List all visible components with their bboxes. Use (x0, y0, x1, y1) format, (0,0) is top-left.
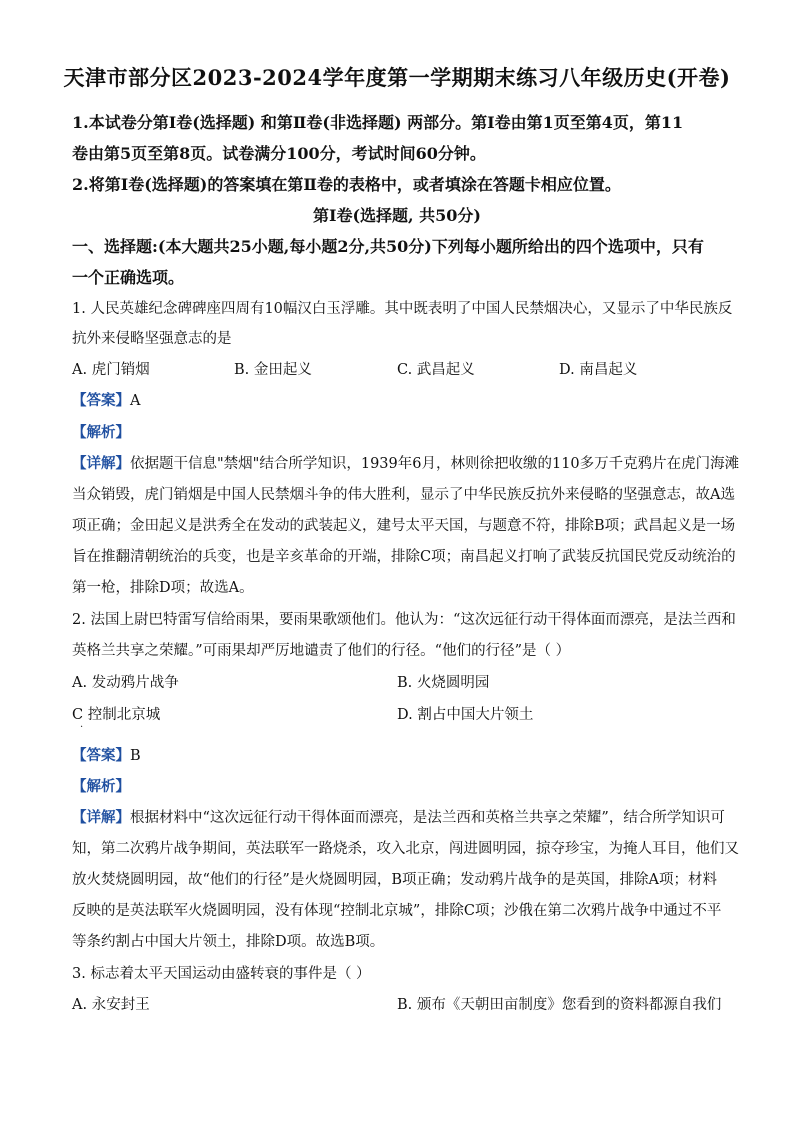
instruction-line: 卷由第5页至第8页。试卷满分100分，考试时间60分钟。 (72, 144, 486, 163)
question-stem: 2. 法国上尉巴特雷写信给雨果，要雨果歌颂他们。他认为：“这次远征行动干得体面而漂亮，是法兰西和 (72, 612, 736, 628)
detail-line: 反映的是英法联军火烧圆明园，没有体现“控制北京城”，排除C项；沙俄在第二次鸦片战争中通过不平 (72, 903, 722, 919)
question-stem: 1. 人民英雄纪念碑碑座四周有10幅汉白玉浮雕。其中既表明了中国人民禁烟决心，又显示了中华民族反 (72, 301, 733, 317)
option-c: C 控制北京城 (72, 707, 161, 723)
stray-dot: · (80, 722, 84, 733)
option-a: A. 虎门销烟 (72, 362, 150, 378)
option-d: D. 南昌起义 (559, 362, 638, 378)
answer-value: A (130, 393, 141, 409)
detail-line: 旨在推翻清朝统治的兵变，也是辛亥革命的开端，排除C项；南昌起义打响了武装反抗国民党反动统治的 (72, 549, 736, 565)
detail-line: 项正确；金田起义是洪秀全在发动的武装起义，建号太平天国，与题意不符，排除B项；武昌起义是一场 (72, 518, 736, 534)
detail-text: 依据题干信息"禁烟"结合所学知识，1939年6月，林则徐把收缴的110多万千克鸦片在虎门海滩 (130, 456, 740, 472)
question-stem: 抗外来侵略坚强意志的是 (72, 331, 232, 347)
question-stem: 英格兰共享之荣耀。”可雨果却严厉地谴责了他们的行径。“他们的行径”是（ ） (72, 643, 571, 659)
answer-line (72, 744, 141, 765)
detail-text: 根据材料中“这次远征行动干得体面而漂亮，是法兰西和英格兰共享之荣耀”，结合所学知识可 (130, 810, 725, 826)
page-title: 天津市部分区2023-2024学年度第一学期期末练习八年级历史(开卷) (63, 65, 731, 90)
option-c: C. 武昌起义 (397, 362, 475, 378)
detail-line: 第一枪，排除D项；故选A。 (72, 580, 254, 596)
section-title: 第Ⅰ卷(选择题, 共50分) (312, 206, 482, 225)
answer-line (72, 389, 140, 410)
answer-label: 【答案】 (72, 747, 130, 764)
detail-line: 当众销毁，虎门销烟是中国人民禁烟斗争的伟大胜利，显示了中华民族反抗外来侵略的坚强意志，故A选 (72, 487, 735, 503)
detail-line: 知，第二次鸦片战争期间，英法联军一路烧杀，攻入北京，闯进圆明园，掠夺珍宝，为掩人耳目，他们又 (72, 841, 739, 857)
option-a: A. 发动鸦片战争 (72, 675, 179, 691)
detail-line (72, 452, 739, 473)
part-heading: 一、选择题:(本大题共25小题,每小题2分,共50分)下列每小题所给出的四个选项中，只有 (72, 237, 704, 256)
part-heading: 一个正确选项。 (72, 268, 185, 287)
answer-label: 【答案】 (72, 392, 130, 409)
question-stem: 3. 标志着太平天国运动由盛转衰的事件是（ ） (72, 966, 371, 982)
detail-line: 放火焚烧圆明园，故“他们的行径”是火烧圆明园，B项正确；发动鸦片战争的是英国，排除A项；材料 (72, 872, 717, 888)
instruction-line: 1.本试卷分第Ⅰ卷(选择题) 和第Ⅱ卷(非选择题) 两部分。第Ⅰ卷由第1页至第4页，第11 (72, 113, 684, 132)
option-a: A. 永安封王 (72, 997, 150, 1013)
detail-line: 等条约割占中国大片领土，排除D项。故选B项。 (72, 934, 385, 950)
option-b: B. 颁布《天朝田亩制度》您看到的资料都源自我们 (397, 997, 722, 1013)
detail-label: 【详解】 (72, 455, 130, 472)
option-b: B. 火烧圆明园 (397, 675, 490, 691)
option-b: B. 金田起义 (234, 362, 312, 378)
option-d: D. 割占中国大片领土 (397, 707, 534, 723)
analysis-label: 【解析】 (72, 778, 130, 795)
instruction-line: 2.将第Ⅰ卷(选择题)的答案填在第Ⅱ卷的表格中，或者填涂在答题卡相应位置。 (72, 175, 621, 194)
answer-value: B (130, 748, 141, 764)
detail-line (72, 806, 725, 827)
detail-label: 【详解】 (72, 809, 130, 826)
analysis-label: 【解析】 (72, 424, 130, 441)
